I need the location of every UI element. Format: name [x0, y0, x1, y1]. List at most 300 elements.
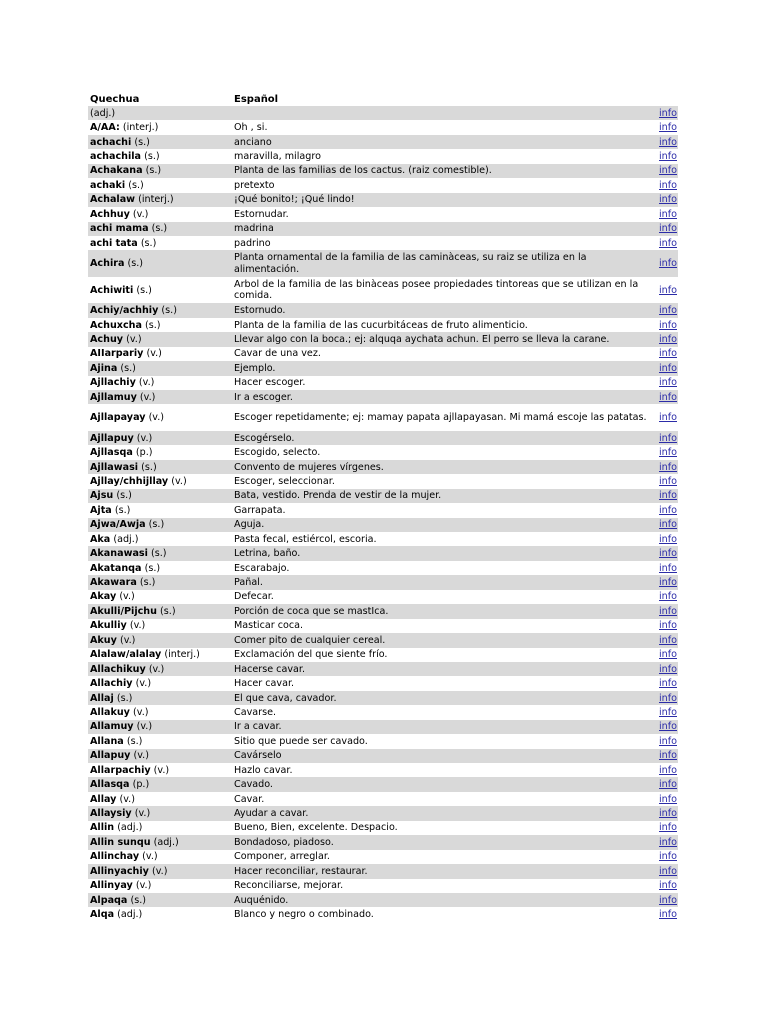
- table-row: [88, 404, 678, 431]
- info-cell: [654, 404, 678, 431]
- info-link[interactable]: info: [659, 305, 677, 317]
- spanish-translation: ¡Qué bonito!; ¡Qué lindo!: [232, 193, 654, 207]
- part-of-speech: (v.): [129, 620, 146, 632]
- info-cell: [654, 193, 678, 207]
- table-row: [88, 575, 678, 589]
- quechua-term: Akulliy: [90, 620, 127, 632]
- table-row: [88, 164, 678, 178]
- table-body: [88, 106, 678, 922]
- part-of-speech: (v.): [142, 851, 158, 863]
- table-row: [88, 561, 678, 575]
- table-row: [88, 806, 678, 820]
- table-row: [88, 879, 678, 893]
- quechua-term: Ajsu: [90, 490, 114, 502]
- quechua-cell: [88, 207, 232, 221]
- info-cell: [654, 619, 678, 633]
- info-link[interactable]: info: [659, 412, 677, 424]
- info-link[interactable]: info: [659, 194, 677, 206]
- spanish-translation: Ejemplo.: [232, 361, 654, 375]
- info-cell: [654, 749, 678, 763]
- info-link[interactable]: info: [659, 447, 677, 459]
- info-link[interactable]: info: [659, 750, 677, 762]
- info-link[interactable]: info: [659, 678, 677, 690]
- spanish-translation: Cavado.: [232, 777, 654, 791]
- table-row: [88, 662, 678, 676]
- spanish-translation: Blanco y negro o combinado.: [234, 909, 374, 921]
- part-of-speech: (s.): [160, 605, 176, 617]
- quechua-term: Ajllapayay: [90, 412, 146, 424]
- table-row: [88, 518, 678, 532]
- info-cell: [654, 445, 678, 459]
- part-of-speech: (s.): [130, 894, 147, 906]
- info-cell: [654, 821, 678, 835]
- quechua-term: AIIarpariy: [90, 348, 144, 360]
- info-link[interactable]: info: [659, 562, 677, 574]
- info-cell: [654, 120, 678, 134]
- info-link[interactable]: info: [659, 894, 677, 906]
- quechua-cell: [88, 821, 232, 835]
- table-row: [88, 390, 678, 404]
- quechua-cell: [88, 590, 232, 604]
- spanish-translation: Cavárselo: [232, 749, 654, 763]
- part-of-speech: (s.): [161, 305, 177, 317]
- table-row: [88, 619, 678, 633]
- info-link[interactable]: info: [659, 649, 677, 661]
- info-cell: [654, 178, 678, 192]
- quechua-term: Allasqa: [90, 779, 130, 791]
- spanish-translation: Reconciliarse, mejorar.: [234, 880, 344, 892]
- info-cell: [654, 149, 678, 163]
- spanish-translation: Hacer reconciliar, restaurar.: [232, 864, 654, 878]
- info-cell: [654, 277, 678, 304]
- spanish-translation: Estornudar.: [234, 208, 289, 220]
- table-row: [88, 135, 678, 149]
- part-of-speech: (s.): [127, 258, 144, 270]
- quechua-term: achachi: [90, 136, 132, 148]
- info-cell: [654, 376, 678, 390]
- part-of-speech: (s.): [150, 548, 167, 560]
- quechua-cell: [88, 777, 232, 791]
- quechua-cell: [88, 792, 232, 806]
- quechua-cell: [88, 546, 232, 560]
- info-link[interactable]: info: [659, 779, 677, 791]
- quechua-cell: [88, 503, 232, 517]
- info-link[interactable]: info: [659, 319, 677, 331]
- info-link[interactable]: info: [659, 634, 677, 646]
- spanish-translation: pretexto: [234, 179, 275, 191]
- table-row: [88, 691, 678, 705]
- info-cell: [654, 893, 678, 907]
- info-cell: [654, 503, 678, 517]
- quechua-term: Ajllawasi: [90, 461, 139, 473]
- info-link[interactable]: info: [659, 533, 677, 545]
- quechua-term: Allinchay: [90, 851, 140, 863]
- table-row: [88, 720, 678, 734]
- table-row: [88, 864, 678, 878]
- spanish-translation: Bondadoso, piadoso.: [232, 835, 654, 849]
- table-row: [88, 489, 678, 503]
- quechua-cell: [88, 135, 232, 149]
- info-link[interactable]: info: [659, 362, 677, 374]
- quechua-term: Achiwiti: [90, 284, 134, 296]
- info-link[interactable]: info: [659, 391, 677, 403]
- part-of-speech: (adj.): [153, 836, 179, 848]
- part-of-speech: (s.): [139, 577, 156, 589]
- info-cell: [654, 236, 678, 250]
- info-link[interactable]: info: [659, 223, 677, 235]
- spanish-translation: Estornudo.: [232, 303, 654, 317]
- info-link[interactable]: info: [659, 577, 677, 589]
- quechua-cell: [88, 236, 232, 250]
- spanish-translation: Aguja.: [232, 518, 654, 532]
- spanish-translation: Pasta fecal, estiércol, escoria.: [234, 533, 377, 545]
- quechua-cell: [88, 705, 232, 719]
- table-row: [88, 106, 678, 120]
- spanish-translation: Pañal.: [232, 575, 654, 589]
- part-of-speech: (v.): [138, 377, 155, 389]
- quechua-term: achi tata: [90, 237, 138, 249]
- quechua-cell: [88, 474, 232, 488]
- quechua-term: Akuy: [90, 634, 117, 646]
- quechua-term: Akulli/Pijchu: [90, 605, 157, 617]
- spanish-translation: padrino: [234, 237, 271, 249]
- quechua-cell: [88, 691, 232, 705]
- info-cell: [654, 561, 678, 575]
- info-link[interactable]: info: [659, 865, 677, 877]
- info-link[interactable]: info: [659, 909, 677, 921]
- spanish-translation: Planta de la familia de las cucurbitáceas de fruto alimenticio.: [234, 319, 528, 331]
- table-row: [88, 332, 678, 346]
- quechua-cell: [88, 532, 232, 546]
- info-cell: [654, 489, 678, 503]
- part-of-speech: (s.): [116, 692, 133, 704]
- info-cell: [654, 777, 678, 791]
- table-row: [88, 318, 678, 332]
- quechua-cell: [88, 149, 232, 163]
- quechua-term: achi mama: [90, 223, 149, 235]
- table-row: [88, 792, 678, 806]
- info-link[interactable]: info: [659, 107, 677, 119]
- quechua-cell: [88, 445, 232, 459]
- part-of-speech: (interj.): [122, 122, 159, 134]
- quechua-cell: [88, 518, 232, 532]
- quechua-cell: [88, 332, 232, 346]
- table-row: [88, 590, 678, 604]
- spanish-translation: El que cava, cavador.: [232, 691, 654, 705]
- quechua-term: Achakana: [90, 165, 143, 177]
- spanish-translation: Letrina, baño.: [232, 546, 654, 560]
- info-link[interactable]: info: [659, 706, 677, 718]
- part-of-speech: (v.): [126, 333, 142, 345]
- part-of-speech: (p.): [135, 447, 153, 459]
- info-cell: [654, 303, 678, 317]
- info-link[interactable]: info: [659, 165, 677, 177]
- table-row: [88, 149, 678, 163]
- info-link[interactable]: info: [659, 519, 677, 531]
- info-cell: [654, 164, 678, 178]
- info-link[interactable]: info: [659, 735, 677, 747]
- quechua-term: Alpaqa: [90, 894, 128, 906]
- part-of-speech: (v.): [146, 348, 162, 360]
- quechua-cell: [88, 835, 232, 849]
- info-cell: [654, 705, 678, 719]
- part-of-speech: (s.): [134, 136, 150, 148]
- info-cell: [654, 604, 678, 618]
- table-row: [88, 676, 678, 690]
- part-of-speech: (p.): [132, 779, 150, 791]
- info-cell: [654, 633, 678, 647]
- quechua-term: Ajta: [90, 504, 112, 516]
- table-row: [88, 763, 678, 777]
- part-of-speech: (s.): [120, 362, 136, 374]
- info-link[interactable]: info: [659, 432, 677, 444]
- spanish-translation: Masticar coca.: [234, 620, 304, 632]
- quechua-cell: [88, 633, 232, 647]
- info-cell: [654, 318, 678, 332]
- quechua-cell: [88, 648, 232, 662]
- part-of-speech: (v.): [151, 865, 168, 877]
- quechua-cell: [88, 318, 232, 332]
- column-header-quechua: Quechua: [90, 94, 140, 105]
- part-of-speech: (v.): [119, 634, 136, 646]
- table-row: [88, 347, 678, 361]
- quechua-cell: [88, 361, 232, 375]
- quechua-term: A/AA:: [90, 122, 120, 134]
- spanish-translation: [232, 106, 654, 120]
- part-of-speech: (v.): [148, 412, 165, 424]
- quechua-term: Akawara: [90, 577, 137, 589]
- quechua-cell: [88, 575, 232, 589]
- quechua-term: achaki: [90, 179, 126, 191]
- table-row: [88, 431, 678, 445]
- table-row: [88, 120, 678, 134]
- info-cell: [654, 662, 678, 676]
- table-row: [88, 236, 678, 250]
- table-row: [88, 474, 678, 488]
- part-of-speech: (s.): [136, 284, 152, 296]
- quechua-term: Allin: [90, 822, 115, 834]
- info-link[interactable]: info: [659, 721, 677, 733]
- spanish-translation: Escogérselo.: [232, 431, 654, 445]
- table-row: [88, 193, 678, 207]
- quechua-term: Allinyay: [90, 880, 133, 892]
- quechua-term: Achalaw: [90, 194, 136, 206]
- part-of-speech: (interj.): [164, 649, 200, 661]
- quechua-term: Allana: [90, 735, 124, 747]
- info-cell: [654, 332, 678, 346]
- part-of-speech: (v.): [139, 391, 156, 403]
- info-link[interactable]: info: [659, 461, 677, 473]
- quechua-cell: [88, 879, 232, 893]
- info-link[interactable]: info: [659, 692, 677, 704]
- quechua-term: Akay: [90, 591, 117, 603]
- quechua-cell: [88, 193, 232, 207]
- info-cell: [654, 676, 678, 690]
- info-cell: [654, 546, 678, 560]
- part-of-speech: (s.): [128, 179, 144, 191]
- quechua-cell: [88, 749, 232, 763]
- info-link[interactable]: info: [659, 851, 677, 863]
- info-link[interactable]: info: [659, 836, 677, 848]
- spanish-translation: Escoger repetidamente; ej: mamay papata ajllapayasan. Mi mamá escoje las patatas.: [234, 412, 647, 424]
- info-cell: [654, 691, 678, 705]
- part-of-speech: (v.): [133, 750, 149, 762]
- info-link[interactable]: info: [659, 237, 677, 249]
- quechua-term: Allapuy: [90, 750, 131, 762]
- info-cell: [654, 390, 678, 404]
- quechua-term: Allin sunqu: [90, 836, 151, 848]
- table-row: [88, 705, 678, 719]
- info-link[interactable]: info: [659, 122, 677, 134]
- part-of-speech: (s.): [151, 223, 168, 235]
- info-link[interactable]: info: [659, 475, 677, 487]
- info-cell: [654, 590, 678, 604]
- part-of-speech: (s.): [144, 151, 160, 163]
- quechua-term: achachila: [90, 151, 142, 163]
- table-row: [88, 633, 678, 647]
- part-of-speech: (s.): [144, 562, 161, 574]
- spanish-translation: Auquénido.: [232, 893, 654, 907]
- column-header-espanol: Español: [234, 94, 279, 105]
- quechua-term: Alqa: [90, 909, 115, 921]
- info-cell: [654, 135, 678, 149]
- quechua-cell: [88, 460, 232, 474]
- info-cell: [654, 763, 678, 777]
- part-of-speech: (v.): [136, 432, 153, 444]
- quechua-term: Alalaw/alalay: [90, 649, 162, 661]
- info-cell: [654, 734, 678, 748]
- info-link[interactable]: info: [659, 764, 677, 776]
- spanish-translation: Ir a escoger.: [232, 390, 654, 404]
- quechua-cell: [88, 763, 232, 777]
- part-of-speech: (v.): [148, 663, 165, 675]
- quechua-term: Allinyachiy: [90, 865, 149, 877]
- quechua-cell: [88, 720, 232, 734]
- quechua-cell: [88, 431, 232, 445]
- info-link[interactable]: info: [659, 605, 677, 617]
- info-link[interactable]: info: [659, 620, 677, 632]
- quechua-cell: [88, 734, 232, 748]
- table-row: [88, 821, 678, 835]
- part-of-speech: (v.): [119, 793, 135, 805]
- quechua-cell: [88, 893, 232, 907]
- table-row: [88, 734, 678, 748]
- info-link[interactable]: info: [659, 179, 677, 191]
- dictionary-sheet: [88, 92, 678, 922]
- info-link[interactable]: info: [659, 284, 677, 296]
- info-cell: [654, 806, 678, 820]
- part-of-speech: (v.): [136, 721, 153, 733]
- info-cell: [654, 361, 678, 375]
- table-row: [88, 277, 678, 304]
- info-link[interactable]: info: [659, 548, 677, 560]
- info-link[interactable]: info: [659, 348, 677, 360]
- quechua-cell: [88, 222, 232, 236]
- spanish-translation: Planta ornamental de la familia de las caminàceas, su raiz se utiliza en la alimentación.: [232, 250, 654, 277]
- info-cell: [654, 106, 678, 120]
- info-link[interactable]: info: [659, 822, 677, 834]
- spanish-translation: Ir a cavar.: [232, 720, 654, 734]
- spanish-translation: Hazlo cavar.: [234, 764, 293, 776]
- part-of-speech: (s.): [141, 461, 157, 473]
- quechua-term: Ajllay/chhijllay: [90, 475, 169, 487]
- table-row: [88, 648, 678, 662]
- info-link[interactable]: info: [659, 136, 677, 148]
- info-link[interactable]: info: [659, 490, 677, 502]
- info-link[interactable]: info: [659, 663, 677, 675]
- quechua-cell: [88, 347, 232, 361]
- quechua-cell: [88, 178, 232, 192]
- table-row: [88, 222, 678, 236]
- info-link[interactable]: info: [659, 151, 677, 163]
- quechua-cell: [88, 376, 232, 390]
- info-link[interactable]: info: [659, 808, 677, 820]
- info-link[interactable]: info: [659, 377, 677, 389]
- spanish-translation: Bueno, Bien, excelente. Despacio.: [234, 822, 398, 834]
- quechua-term: Achuxcha: [90, 319, 142, 331]
- part-of-speech: (v.): [153, 764, 170, 776]
- quechua-term: Allakuy: [90, 706, 130, 718]
- info-cell: [654, 431, 678, 445]
- spanish-translation: anciano: [232, 135, 654, 149]
- spanish-translation: maravilla, milagro: [234, 151, 321, 163]
- spanish-translation: Hacer escoger.: [234, 377, 306, 389]
- info-cell: [654, 207, 678, 221]
- quechua-term: Ajllachiy: [90, 377, 136, 389]
- spanish-translation: Ayudar a cavar.: [232, 806, 654, 820]
- info-link[interactable]: info: [659, 504, 677, 516]
- spanish-translation: Escoger, seleccionar.: [234, 475, 335, 487]
- info-link[interactable]: info: [659, 258, 677, 270]
- info-cell: [654, 864, 678, 878]
- info-link[interactable]: info: [659, 208, 677, 220]
- info-link[interactable]: info: [659, 591, 677, 603]
- quechua-cell: [88, 250, 232, 277]
- quechua-term: Allay: [90, 793, 117, 805]
- table-row: [88, 445, 678, 459]
- spanish-translation: Hacer cavar.: [234, 678, 295, 690]
- quechua-cell: [88, 850, 232, 864]
- part-of-speech: (v.): [171, 475, 187, 487]
- info-cell: [654, 222, 678, 236]
- quechua-cell: [88, 120, 232, 134]
- part-of-speech: (adj.): [113, 533, 139, 545]
- info-cell: [654, 850, 678, 864]
- part-of-speech: (v.): [134, 808, 151, 820]
- info-link[interactable]: info: [659, 880, 677, 892]
- quechua-term: Ajllamuy: [90, 391, 137, 403]
- info-link[interactable]: info: [659, 793, 677, 805]
- spanish-translation: Cavarse.: [234, 706, 277, 718]
- part-of-speech: (adj.): [90, 107, 116, 119]
- info-cell: [654, 648, 678, 662]
- part-of-speech: (s.): [114, 504, 131, 516]
- info-cell: [654, 879, 678, 893]
- info-cell: [654, 835, 678, 849]
- quechua-term: Ajina: [90, 362, 118, 374]
- table-row: [88, 250, 678, 277]
- info-link[interactable]: info: [659, 333, 677, 345]
- table-row: [88, 777, 678, 791]
- table-header-row: [88, 92, 678, 106]
- table-row: [88, 749, 678, 763]
- info-cell: [654, 460, 678, 474]
- info-cell: [654, 720, 678, 734]
- spanish-translation: Oh , si.: [234, 122, 268, 134]
- quechua-term: Allachiy: [90, 678, 133, 690]
- quechua-term: Allaysiy: [90, 808, 132, 820]
- quechua-term: Akanawasi: [90, 548, 148, 560]
